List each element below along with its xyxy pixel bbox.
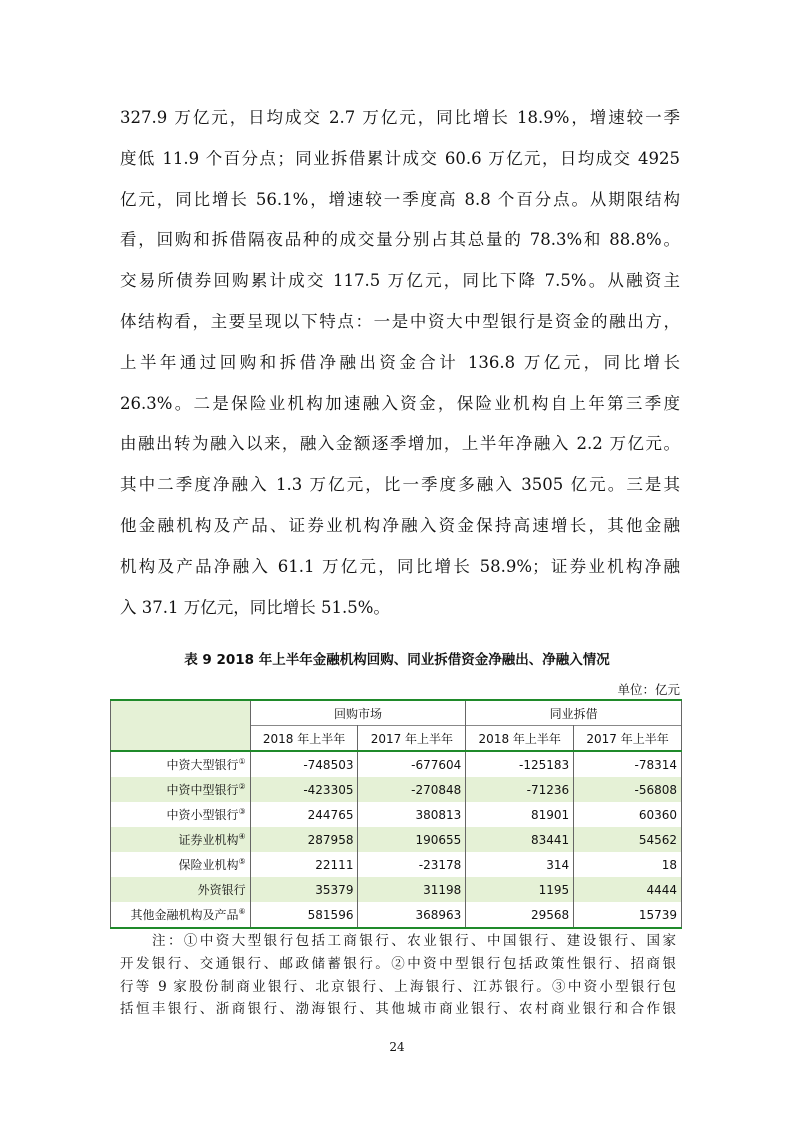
table-cell: 18 [574, 852, 682, 877]
body-line: 上半年通过回购和拆借净融出资金合计 136.8 万亿元，同比增长 [120, 352, 680, 372]
data-table [110, 699, 682, 929]
table-footnote [120, 930, 676, 1021]
table-cell: 31198 [358, 877, 466, 902]
column-header: 2018 年上半年 [250, 726, 358, 752]
row-label: 外资银行 [111, 877, 251, 902]
row-label: 中资中型银行② [111, 777, 251, 802]
page-number: 24 [389, 1040, 405, 1054]
note-line: 行等 9 家股份制商业银行、北京银行、上海银行、江苏银行。③中资小型银行包 [120, 978, 676, 995]
table-title: 表 9 2018 年上半年金融机构回购、同业拆借资金净融出、净融入情况 [184, 652, 610, 668]
table-cell: 60360 [574, 802, 682, 827]
table-cell: 244765 [250, 802, 358, 827]
table-cell: -56808 [574, 777, 682, 802]
row-label: 中资大型银行① [111, 751, 251, 777]
table-cell: 190655 [358, 827, 466, 852]
table-cell: -23178 [358, 852, 466, 877]
table-row [111, 802, 682, 827]
table-cell: 314 [466, 852, 574, 877]
table-cell: 380813 [358, 802, 466, 827]
table-cell: 368963 [358, 902, 466, 928]
column-header: 2017 年上半年 [358, 726, 466, 752]
note-line: 括恒丰银行、浙商银行、渤海银行、其他城市商业银行、农村商业银行和合作银 [120, 1001, 676, 1018]
table-cell: 83441 [466, 827, 574, 852]
table-cell: -677604 [358, 751, 466, 777]
table-cell: -125183 [466, 751, 574, 777]
row-label: 其他金融机构及产品⑥ [111, 902, 251, 928]
table-cell: -748503 [250, 751, 358, 777]
note-line: 开发银行、交通银行、邮政储蓄银行。②中资中型银行包括政策性银行、招商银 [120, 955, 676, 972]
body-paragraph [120, 98, 680, 628]
body-line: 亿元，同比增长 56.1%，增速较一季度高 8.8 个百分点。从期限结构 [120, 189, 680, 209]
table-cell: -270848 [358, 777, 466, 802]
table-row [111, 877, 682, 902]
body-line: 机构及产品净融入 61.1 万亿元，同比增长 58.9%；证券业机构净融 [120, 556, 680, 576]
table-unit: 单位：亿元 [617, 682, 680, 697]
row-label: 证券业机构④ [111, 827, 251, 852]
table-row [111, 777, 682, 802]
table-row [111, 827, 682, 852]
table-cell: 1195 [466, 877, 574, 902]
table-cell: 29568 [466, 902, 574, 928]
table-corner-cell [111, 700, 251, 751]
table-cell: 581596 [250, 902, 358, 928]
body-line: 327.9 万亿元，日均成交 2.7 万亿元，同比增长 18.9%，增速较一季 [120, 108, 680, 127]
body-line: 26.3%。二是保险业机构加速融入资金，保险业机构自上年第三季度 [120, 393, 680, 413]
row-label: 中资小型银行③ [111, 802, 251, 827]
table-cell: -423305 [250, 777, 358, 802]
body-line: 看，回购和拆借隔夜品种的成交量分别占其总量的 78.3%和 88.8%。 [120, 230, 680, 250]
group-header-repo: 回购市场 [250, 700, 466, 726]
table-cell: 81901 [466, 802, 574, 827]
table-row [111, 852, 682, 877]
body-line: 其中二季度净融入 1.3 万亿元，比一季度多融入 3505 亿元。三是其 [120, 475, 680, 495]
table-cell: -71236 [466, 777, 574, 802]
body-line: 由融出转为融入以来，融入金额逐季增加，上半年净融入 2.2 万亿元。 [120, 434, 680, 454]
group-header-interbank: 同业拆借 [466, 700, 682, 726]
column-header: 2017 年上半年 [574, 726, 682, 752]
body-line: 入 37.1 万亿元，同比增长 51.5%。 [120, 597, 390, 617]
table-cell: 54562 [574, 827, 682, 852]
table-cell: 287958 [250, 827, 358, 852]
body-line: 交易所债券回购累计成交 117.5 万亿元，同比下降 7.5%。从融资主 [120, 271, 680, 291]
table-row [111, 751, 682, 777]
body-line: 体结构看，主要呈现以下特点：一是中资大中型银行是资金的融出方， [120, 311, 680, 331]
note-line: 注：①中资大型银行包括工商银行、农业银行、中国银行、建设银行、国家 [152, 933, 676, 949]
body-line: 度低 11.9 个百分点；同业拆借累计成交 60.6 万亿元，日均成交 4925 [120, 148, 680, 168]
table-cell: -78314 [574, 751, 682, 777]
table-cell: 22111 [250, 852, 358, 877]
table-row [111, 902, 682, 928]
table-cell: 35379 [250, 877, 358, 902]
body-line: 他金融机构及产品、证券业机构净融入资金保持高速增长，其他金融 [120, 515, 680, 535]
column-header: 2018 年上半年 [466, 726, 574, 752]
row-label: 保险业机构⑤ [111, 852, 251, 877]
table-cell: 4444 [574, 877, 682, 902]
table-cell: 15739 [574, 902, 682, 928]
